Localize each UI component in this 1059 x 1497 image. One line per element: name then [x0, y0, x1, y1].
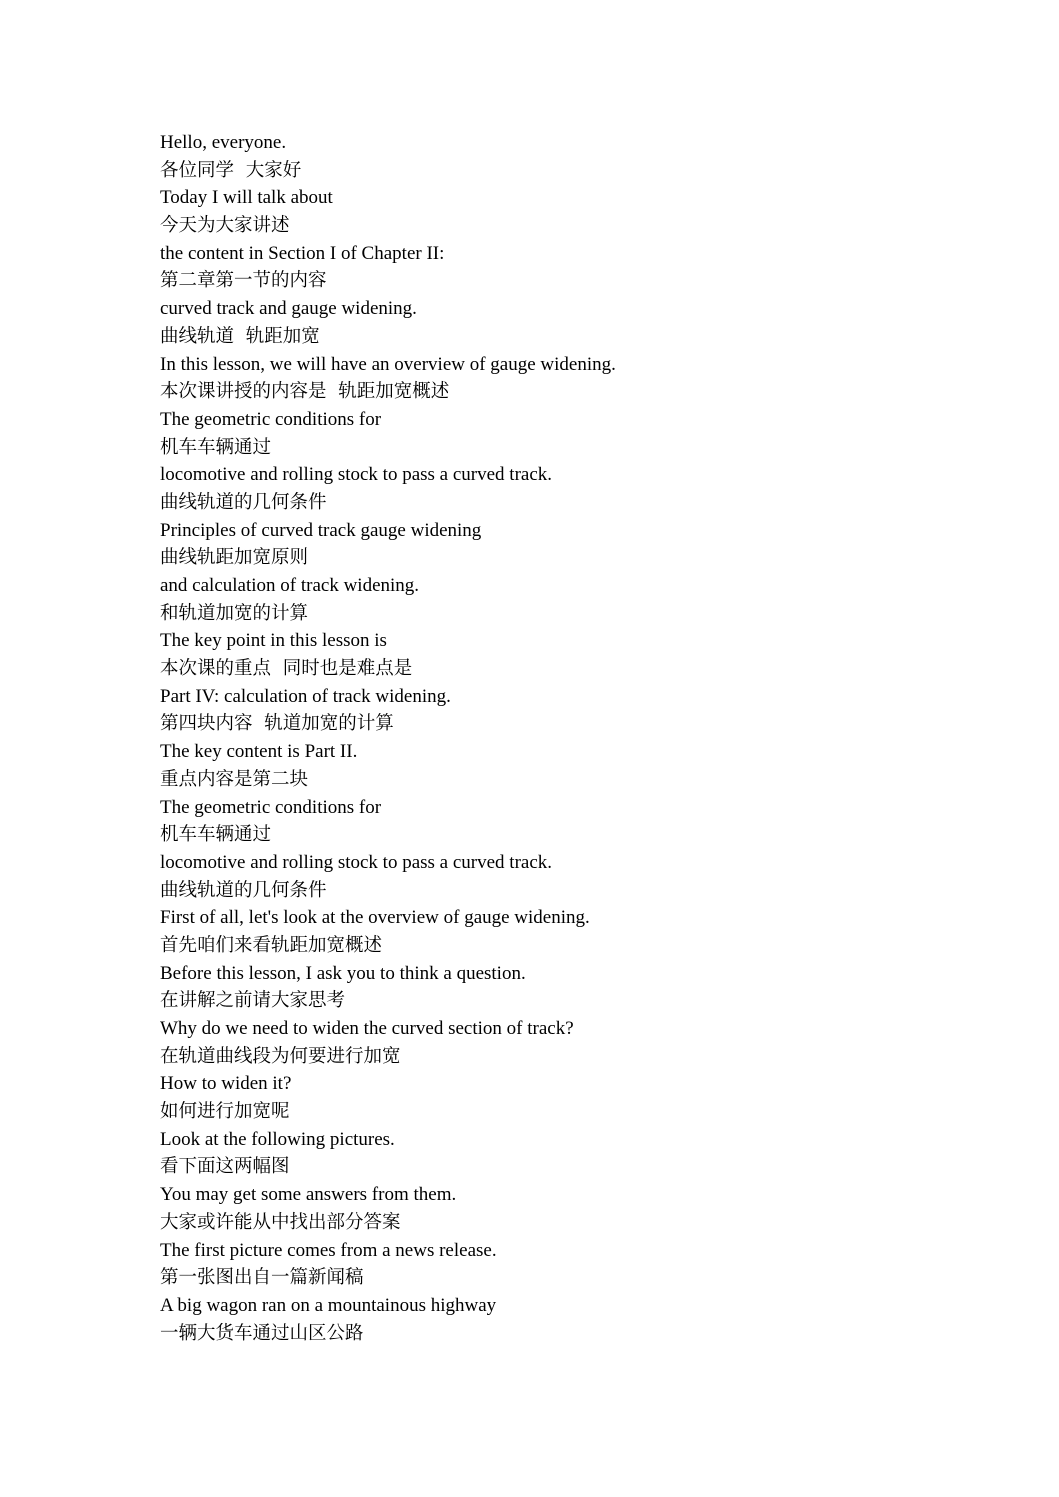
english-line: Look at the following pictures.: [160, 1128, 395, 1150]
english-line: Principles of curved track gauge widening: [160, 519, 482, 541]
chinese-line: 今天为大家讲述: [160, 215, 290, 237]
chinese-line: 如何进行加宽呢: [160, 1101, 290, 1123]
chinese-line: 第一张图出自一篇新闻稿: [160, 1267, 364, 1289]
chinese-line: 重点内容是第二块: [160, 768, 309, 790]
chinese-line: 和轨道加宽的计算: [160, 602, 309, 624]
english-line: The key point in this lesson is: [160, 630, 387, 652]
english-line: Why do we need to widen the curved section of track?: [160, 1018, 574, 1039]
english-line: curved track and gauge widening.: [160, 298, 417, 320]
english-line: The geometric conditions for: [160, 796, 382, 818]
chinese-line: 本次课讲授的内容是 轨距加宽概述: [160, 381, 450, 403]
english-line: In this lesson, we will have an overview of gauge widening.: [160, 353, 616, 375]
chinese-line: 首先咱们来看轨距加宽概述: [160, 934, 383, 956]
chinese-line: 曲线轨距加宽原则: [160, 547, 309, 569]
english-line: and calculation of track widening.: [160, 575, 420, 596]
chinese-line: 曲线轨道的几何条件: [160, 879, 327, 901]
chinese-line: 大家或许能从中找出部分答案: [160, 1211, 401, 1233]
chinese-line: 机车车辆通过: [160, 436, 272, 458]
chinese-line: 在轨道曲线段为何要进行加宽: [160, 1045, 401, 1067]
english-line: First of all, let's look at the overview of gauge widening.: [160, 907, 590, 929]
english-line: The first picture comes from a news release.: [160, 1239, 497, 1261]
english-line: locomotive and rolling stock to pass a curved track.: [160, 851, 553, 873]
english-line: You may get some answers from them.: [160, 1184, 457, 1206]
english-line: The key content is Part II.: [160, 741, 358, 763]
chinese-line: 一辆大货车通过山区公路: [160, 1322, 364, 1344]
chinese-line: 在讲解之前请大家思考: [160, 990, 346, 1012]
chinese-line: 第四块内容 轨道加宽的计算: [160, 713, 394, 735]
english-line: the content in Section I of Chapter II:: [160, 242, 445, 264]
transcript-body: [160, 129, 1020, 1347]
english-line: Hello, everyone.: [160, 132, 287, 153]
chinese-line: 第二章第一节的内容: [160, 270, 327, 292]
english-line: A big wagon ran on a mountainous highway: [160, 1294, 497, 1316]
english-line: locomotive and rolling stock to pass a curved track.: [160, 464, 553, 486]
english-line: Part IV: calculation of track widening.: [160, 685, 451, 707]
chinese-line: 本次课的重点 同时也是难点是: [160, 658, 413, 680]
english-line: Before this lesson, I ask you to think a question.: [160, 962, 526, 984]
chinese-line: 各位同学 大家好: [160, 159, 302, 181]
chinese-line: 曲线轨道 轨距加宽: [160, 325, 320, 347]
english-line: How to widen it?: [160, 1073, 292, 1095]
chinese-line: 看下面这两幅图: [160, 1156, 290, 1178]
chinese-line: 机车车辆通过: [160, 824, 272, 846]
english-line: The geometric conditions for: [160, 408, 382, 430]
chinese-line: 曲线轨道的几何条件: [160, 491, 327, 513]
english-line: Today I will talk about: [160, 187, 333, 209]
